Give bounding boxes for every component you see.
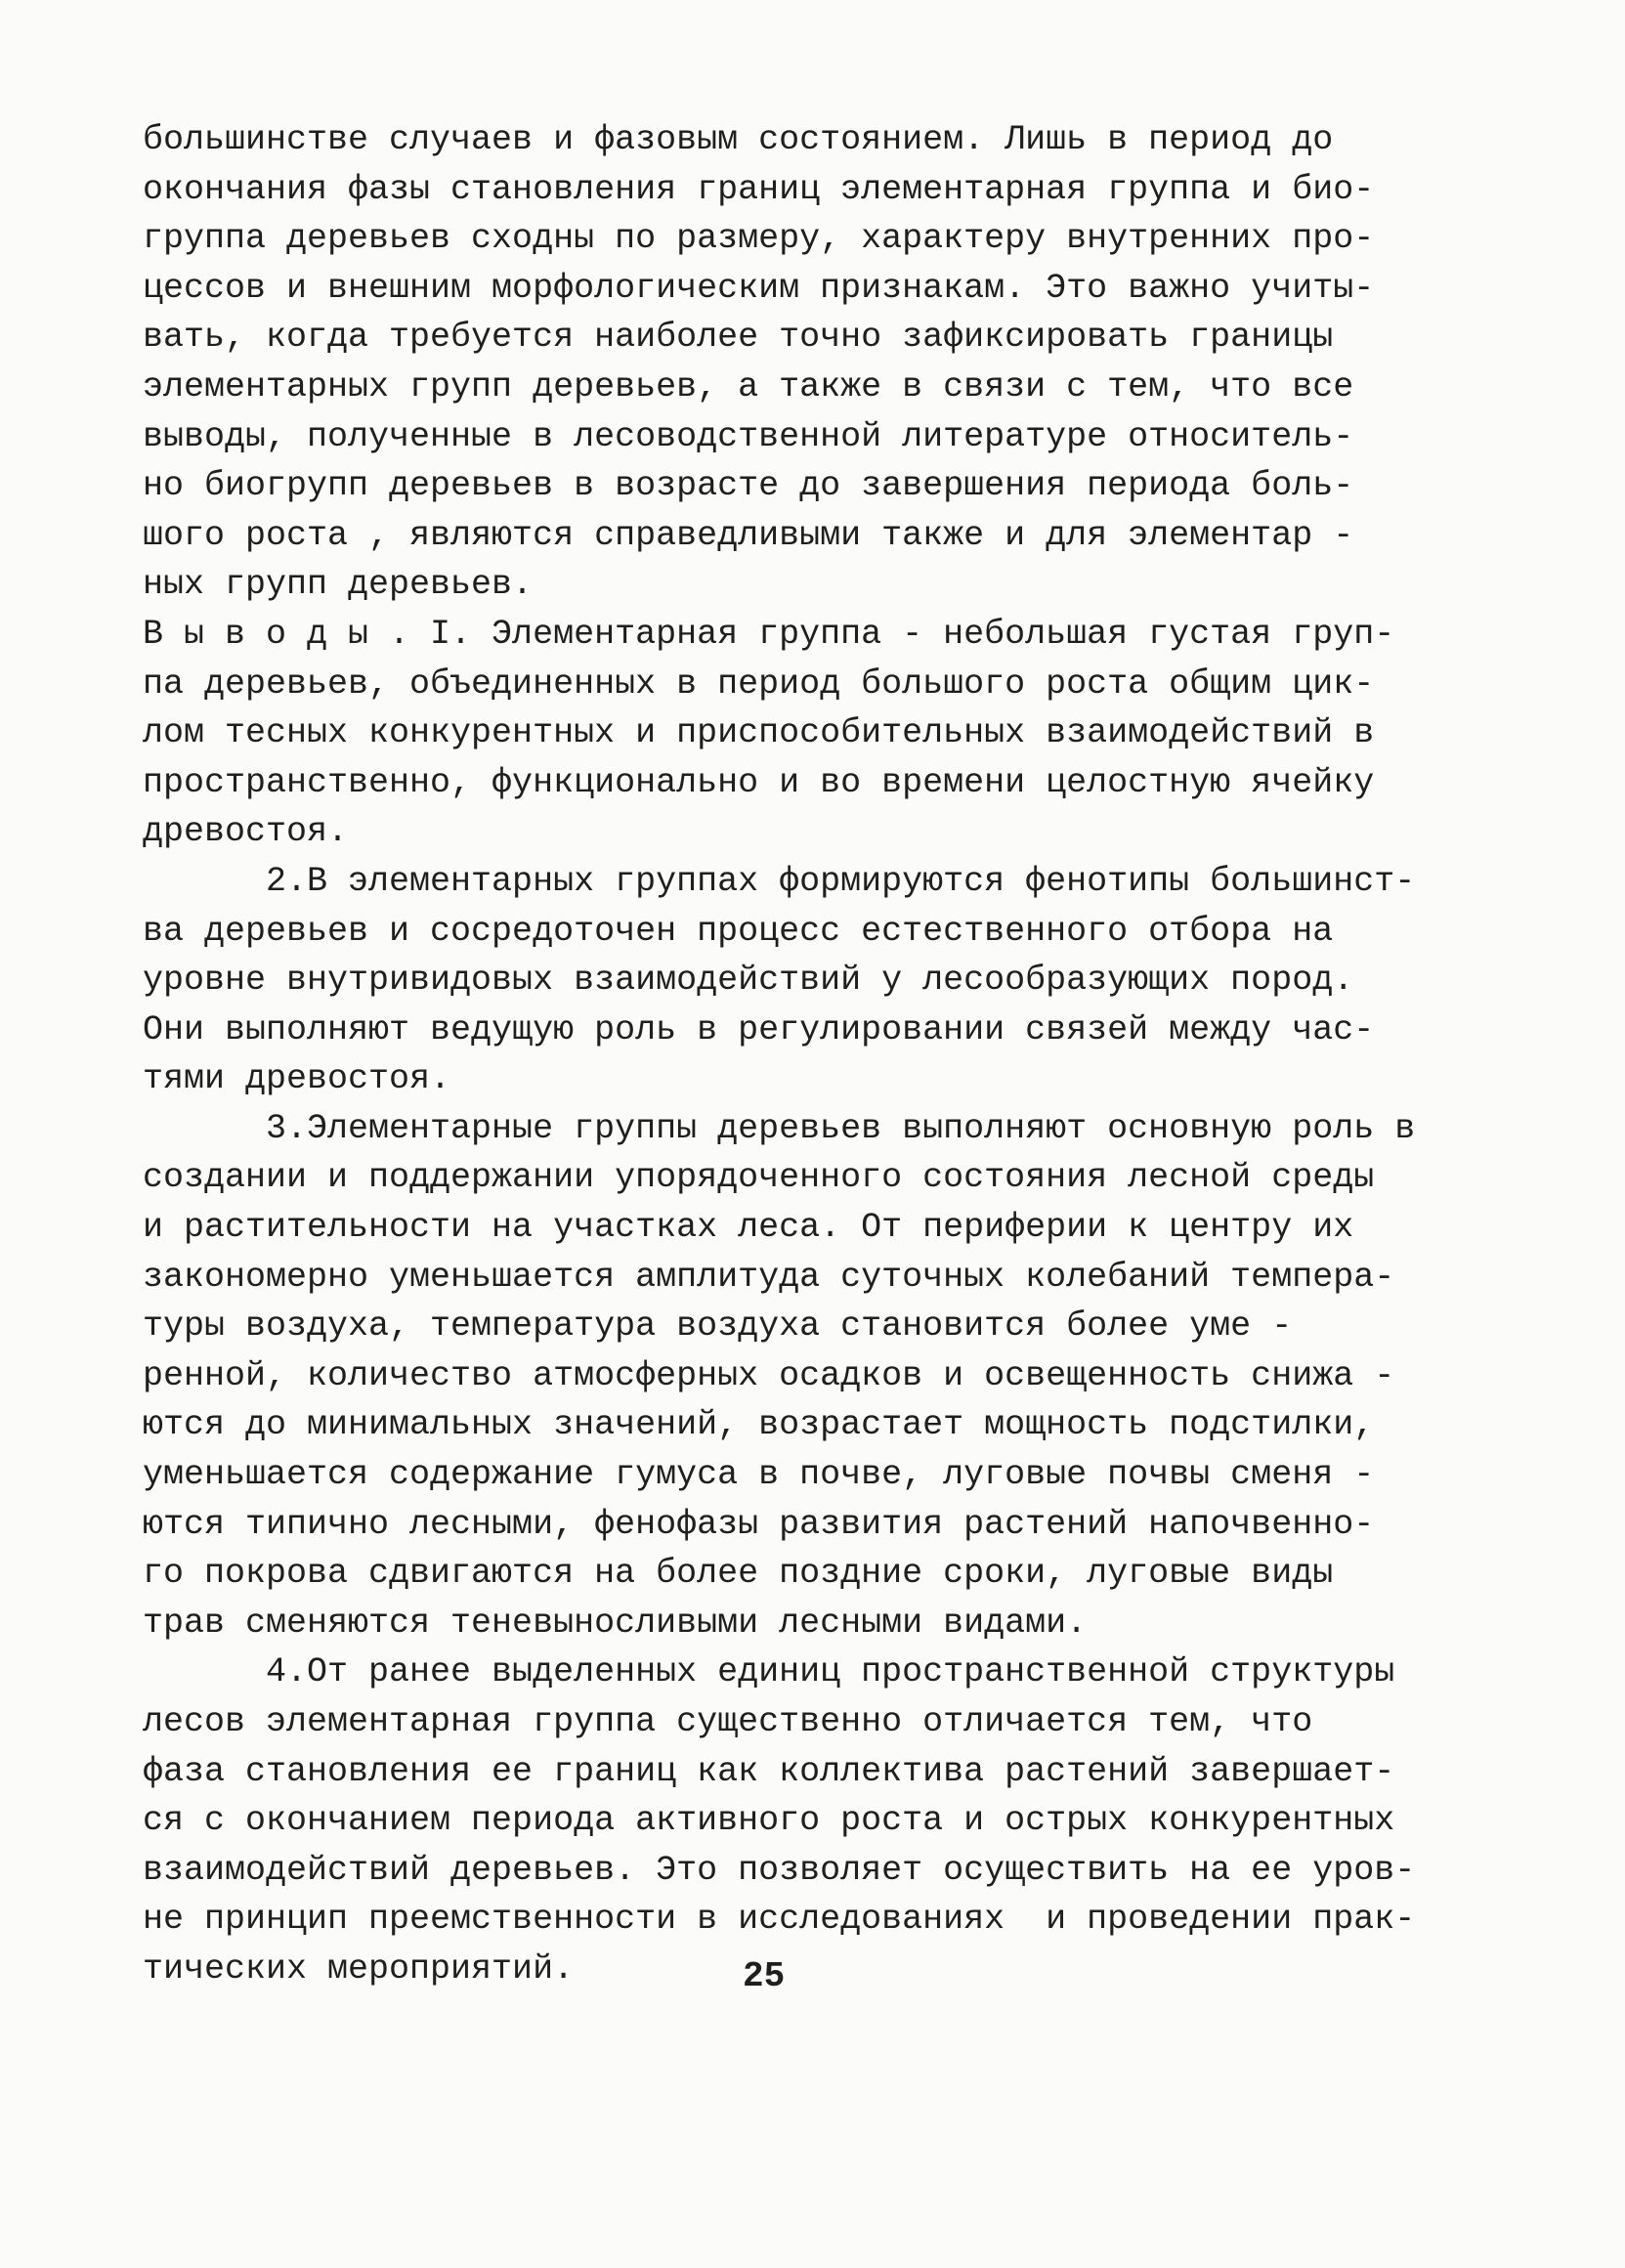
text-line: и растительности на участках леса. От периферии к центру их <box>143 1208 1354 1248</box>
text-line: но биогрупп деревьев в возрасте до завершения периода боль- <box>143 466 1354 506</box>
text-line: 2.В элементарных группах формируются фенотипы большинст- <box>143 861 1416 901</box>
text-line: ся с окончанием периода активного роста и острых конкурентных <box>143 1801 1395 1841</box>
text-line: выводы, полученные в лесоводственной литературе относитель- <box>143 416 1354 456</box>
text-line: туры воздуха, температура воздуха становится более уме - <box>143 1306 1293 1347</box>
text-line: шого роста , являются справедливыми также и для элементар - <box>143 515 1354 555</box>
text-line: цессов и внешним морфологическим признакам. Это важно учиты- <box>143 268 1375 308</box>
text-line: ются типично лесными, фенофазы развития растений напочвенно- <box>143 1504 1375 1544</box>
text-line: вать, когда требуется наиболее точно зафиксировать границы <box>143 318 1334 358</box>
text-line: окончания фазы становления границ элементарная группа и био- <box>143 169 1375 209</box>
text-line: ются до минимальных значений, возрастает мощность подстилки, <box>143 1405 1375 1445</box>
page-number: 25 <box>743 1956 786 1996</box>
text-line: создании и поддержании упорядоченного состояния лесной среды <box>143 1158 1375 1198</box>
text-line: фаза становления ее границ как коллектива растений завершает- <box>143 1751 1395 1791</box>
text-line: взаимодействий деревьев. Это позволяет осуществить на ее уров- <box>143 1850 1416 1890</box>
text-line: го покрова сдвигаются на более поздние сроки, луговые виды <box>143 1554 1334 1594</box>
text-line: пространственно, функционально и во времени целостную ячейку <box>143 762 1375 802</box>
text-line: уровне внутривидовых взаимодействий у лесообразующих пород. <box>143 961 1354 1001</box>
text-line: элементарных групп деревьев, а также в связи с тем, что все <box>143 366 1354 407</box>
text-line: тями древостоя. <box>143 1059 451 1099</box>
text-line: древостоя. <box>143 812 349 852</box>
text-line: группа деревьев сходны по размеру, характеру внутренних про- <box>143 219 1375 259</box>
text-line: лом тесных конкурентных и приспособительных взаимодействий в <box>143 713 1375 753</box>
text-line: тических мероприятий. <box>143 1948 575 1989</box>
text-line: 3.Элементарные группы деревьев выполняют основную роль в <box>143 1108 1416 1148</box>
text-line: уменьшается содержание гумуса в почве, луговые почвы сменя - <box>143 1455 1375 1495</box>
text-line: ва деревьев и сосредоточен процесс естественного отбора на <box>143 911 1334 951</box>
text-line: закономерно уменьшается амплитуда суточных колебаний темпера- <box>143 1257 1395 1297</box>
text-line: не принцип преемственности в исследованиях и проведении прак- <box>143 1900 1416 1940</box>
text-line: ных групп деревьев. <box>143 565 534 605</box>
text-line: большинстве случаев и фазовым состоянием. Лишь в период до <box>143 120 1334 159</box>
body-text <box>143 115 1416 1994</box>
text-line: лесов элементарная группа существенно отличается тем, что <box>143 1702 1313 1741</box>
text-line: В ы в о д ы . I. Элементарная группа - небольшая густая груп- <box>143 614 1395 654</box>
text-line: па деревьев, объединенных в период большого роста общим цик- <box>143 663 1375 704</box>
text-line: ренной, количество атмосферных осадков и освещенность снижа - <box>143 1355 1395 1395</box>
text-line: трав сменяются теневыносливыми лесными видами. <box>143 1603 1088 1643</box>
text-line: Они выполняют ведущую роль в регулировании связей между час- <box>143 1009 1375 1049</box>
text-line: 4.От ранее выделенных единиц пространственной структуры <box>143 1652 1395 1692</box>
